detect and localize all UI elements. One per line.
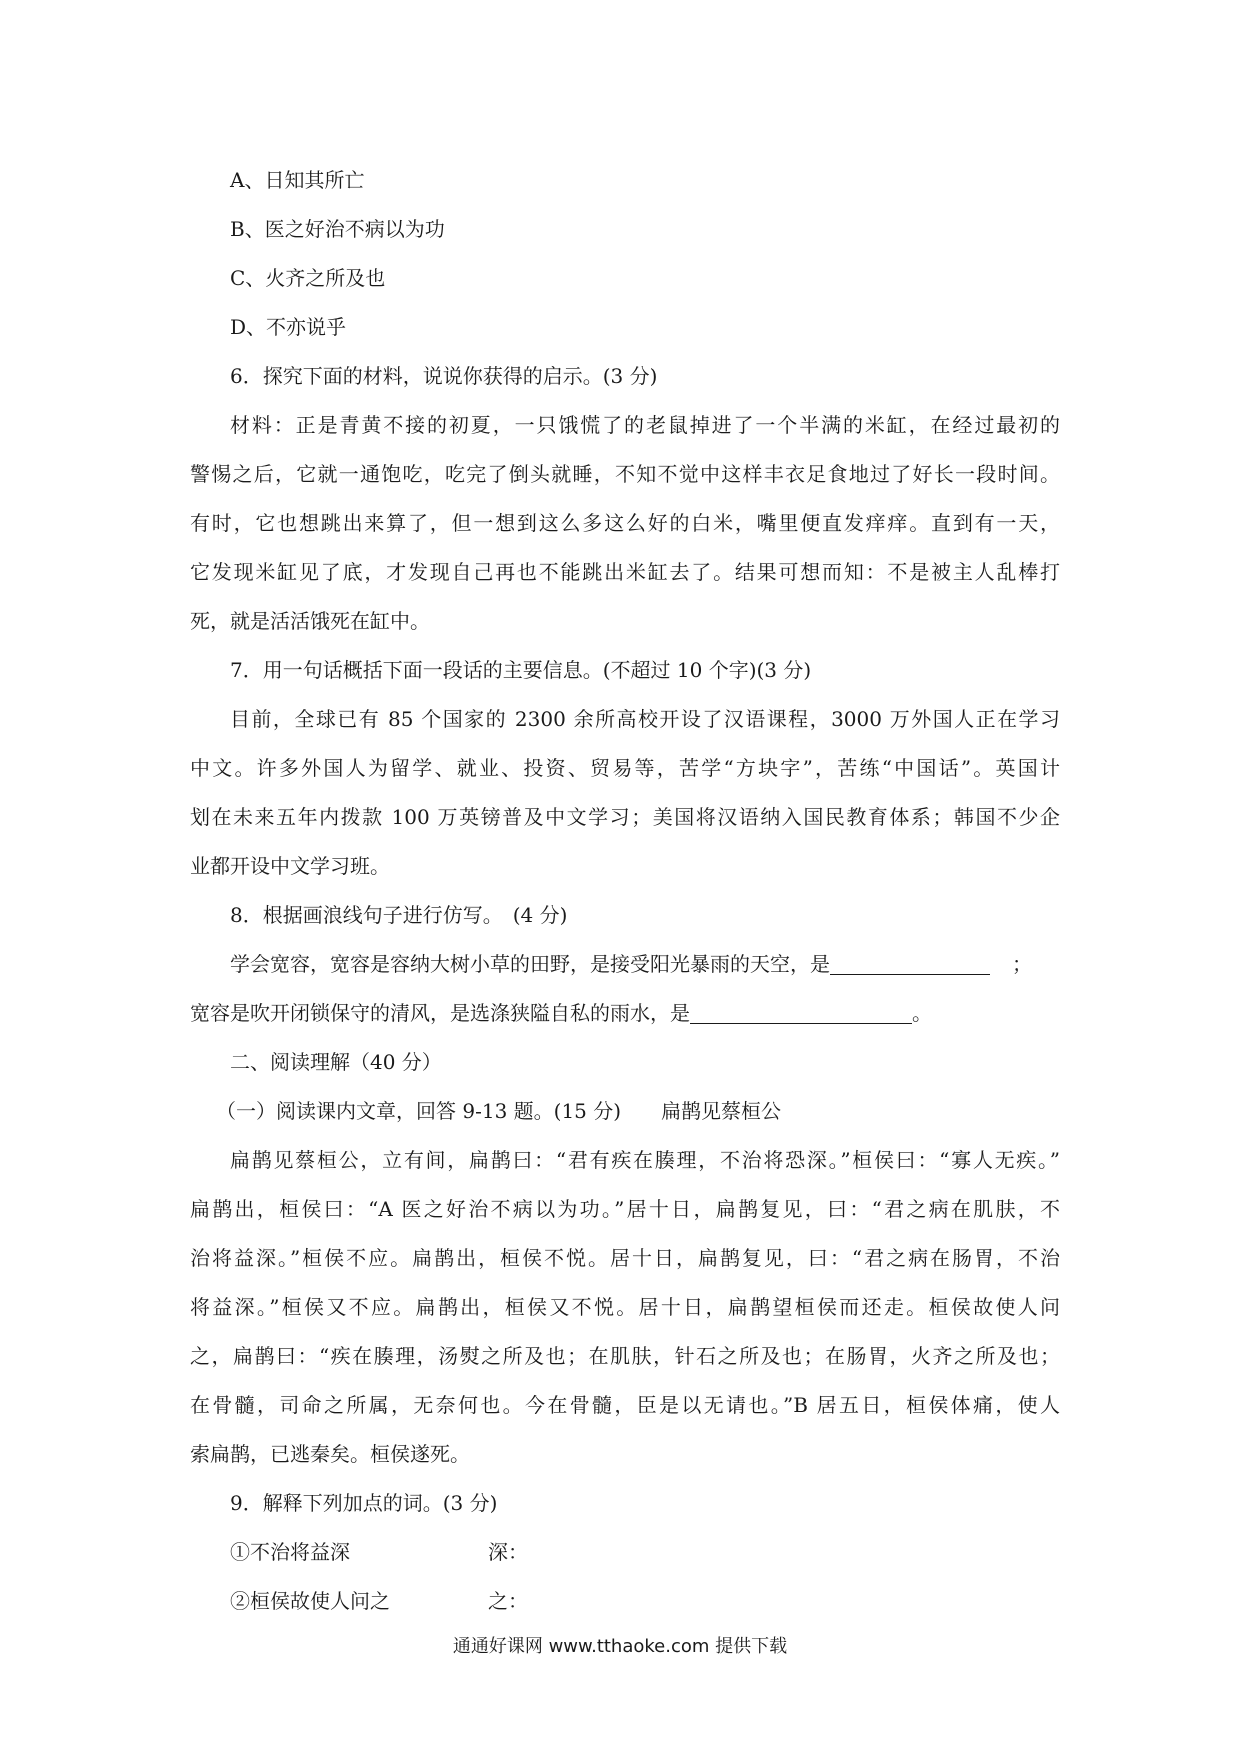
question-7-title: 7．用一句话概括下面一段话的主要信息。(不超过 10 个字)(3 分) [230, 658, 812, 682]
passage-line: 之，扁鹊曰：“疾在腠理，汤熨之所及也；在肌肤，针石之所及也；在肠胃，火齐之所及也； [190, 1344, 1060, 1368]
q9-item-phrase: ②桓侯故使人问之 [230, 1589, 390, 1613]
q7-text-line: 业都开设中文学习班。 [190, 854, 390, 878]
q9-item-answer: 之： [488, 1589, 528, 1613]
q8-line-1 [190, 940, 1060, 989]
section-2-subtitle: （一）阅读课内文章，回答 9-13 题。(15 分) [216, 1099, 622, 1123]
section-2-subtitle-line [190, 1087, 1060, 1136]
q6-material-line: 警惕之后，它就一通饱吃，吃完了倒头就睡，不知不觉中这样丰衣足食地过了好长一段时间。 [190, 462, 1060, 486]
q9-item-phrase: ①不治将益深 [230, 1540, 350, 1564]
q6-material-line: 死，就是活活饿死在缸中。 [190, 609, 430, 633]
q7-text-line: 中文。许多外国人为留学、就业、投资、贸易等，苦学“方块字”，苦练“中国话”。英国计 [190, 756, 1060, 780]
q8-line-2-text: 宽容是吹开闭锁保守的清风，是选涤狭隘自私的雨水，是 [190, 1001, 690, 1025]
q8-line-2-end: 。 [912, 1001, 932, 1025]
q9-item [190, 1528, 1060, 1577]
q9-item [190, 1577, 1060, 1626]
option-a: A、日知其所亡 [230, 168, 365, 192]
passage-line: 将益深。”桓侯又不应。扁鹊出，桓侯又不悦。居十日，扁鹊望桓侯而还走。桓侯故使人问 [190, 1295, 1060, 1319]
q9-item-answer: 深： [488, 1540, 528, 1564]
passage-line: 治将益深。”桓侯不应。扁鹊出，桓侯不悦。居十日，扁鹊复见，曰：“君之病在肠胃，不治 [190, 1246, 1060, 1270]
option-d: D、不亦说乎 [230, 315, 347, 339]
q6-material-line: 它发现米缸见了底，才发现自己再也不能跳出米缸去了。结果可想而知：不是被主人乱棒打 [190, 560, 1060, 584]
q6-material-line: 材料：正是青黄不接的初夏，一只饿慌了的老鼠掉进了一个半满的米缸，在经过最初的 [230, 413, 1060, 437]
q8-answer-blank-1[interactable] [830, 952, 990, 975]
passage-line: 在骨髓，司命之所属，无奈何也。今在骨髓，臣是以无请也。”B 居五日，桓侯体痛，使人 [190, 1393, 1060, 1417]
option-b: B、医之好治不病以为功 [230, 217, 445, 241]
q8-line-1-text: 学会宽容，宽容是容纳大树小草的田野，是接受阳光暴雨的天空，是 [230, 952, 830, 976]
passage-line: 索扁鹊，已逃秦矣。桓侯遂死。 [190, 1442, 470, 1466]
section-2-title: 二、阅读理解（40 分） [230, 1050, 442, 1074]
q8-answer-blank-2[interactable] [690, 1001, 912, 1024]
document-page [190, 156, 1060, 1626]
passage-line: 扁鹊出，桓侯曰：“A 医之好治不病以为功。”居十日，扁鹊复见，曰：“君之病在肌肤，不 [190, 1197, 1060, 1221]
q6-material-line: 有时，它也想跳出来算了，但一想到这么多这么好的白米，嘴里便直发痒痒。直到有一天， [190, 511, 1060, 535]
question-9-title: 9．解释下列加点的词。(3 分) [230, 1491, 498, 1515]
question-8-title: 8．根据画浪线句子进行仿写。 (4 分) [230, 903, 568, 927]
q8-line-2 [190, 989, 1060, 1038]
question-6-title: 6．探究下面的材料，说说你获得的启示。(3 分) [230, 364, 658, 388]
q7-text-line: 目前，全球已有 85 个国家的 2300 余所高校开设了汉语课程，3000 万外国人正在学习 [230, 707, 1060, 731]
option-c: C、火齐之所及也 [230, 266, 386, 290]
passage-line: 扁鹊见蔡桓公，立有间，扁鹊曰：“君有疾在腠理，不治将恐深。”桓侯曰：“寡人无疾。” [230, 1148, 1060, 1172]
q8-line-1-end: ； [1012, 952, 1032, 976]
page-footer: 通通好课网 www.tthaoke.com 提供下载 [452, 1636, 788, 1657]
article-title: 扁鹊见蔡桓公 [661, 1099, 782, 1123]
q7-text-line: 划在未来五年内拨款 100 万英镑普及中文学习；美国将汉语纳入国民教育体系；韩国不少企 [190, 805, 1060, 829]
